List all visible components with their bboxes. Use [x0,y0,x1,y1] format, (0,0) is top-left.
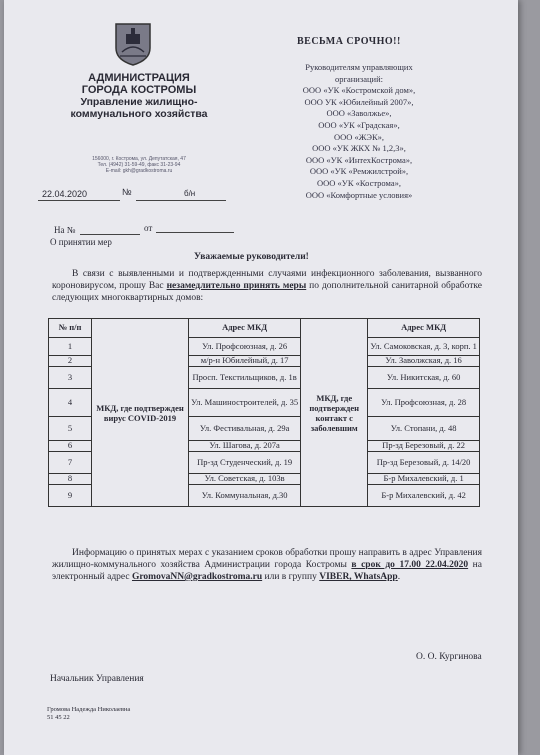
address-covid: Просп. Текстильщиков, д. 1в [189,367,301,389]
ref-date-label: от [144,223,153,233]
address-contact: Пр-зд Березовый, д. 14/20 [368,452,480,474]
messenger-groups: VIBER, WhatsApp [319,572,398,582]
closing-paragraph [52,547,482,583]
group-label-covid: МКД, где подтвержден вирус COVID-2019 [92,319,189,507]
closing-text-1: Информацию о принятых мерах с указанием сроков обработки прошу направить в адрес Управления жилищно-коммунального хозяйства Администрации города Костромы [52,548,482,570]
org-department: Управление жилищно-коммунального хозяйства [70,96,208,120]
ref-date-underline [156,232,234,233]
addressee-line: ООО «УК «ИнтехКострома», [305,154,413,165]
addressee-line: ООО «УК «Костромской дом», [302,85,416,96]
address-contact: Б-р Михалевский, д. 1 [368,474,480,485]
row-number: 8 [49,474,92,485]
address-contact: Ул. Никитская, д. 60 [368,367,480,389]
addressee-line: ООО УК «Юбилейный 2007», [304,96,414,107]
closing-text-3: или в группу [262,572,320,582]
address-contact: Ул. Заволжская, д. 16 [368,356,480,367]
greeting: Уважаемые руководители! [194,252,309,262]
address-covid: м/р-н Юбилейный, д. 17 [189,356,301,367]
address-contact: Ул. Профсоюзная, д. 28 [368,389,480,417]
number-underline [136,200,226,201]
addressee-line: ООО «Комфортные условия» [305,189,413,200]
letter-date: 22.04.2020 [42,189,88,199]
addressee-line: организаций: [335,73,383,84]
body-text-start: В связи с выявленными и подтвержденными случаями инфекционного заболевания, вызванного короновирусом, прошу Вас [52,269,482,291]
executor-info [47,706,130,722]
address-covid: Ул. Фестивальная, д. 29а [189,417,301,441]
coat-of-arms-icon [114,22,152,66]
deadline: в срок до 17.00 22.04.2020 [351,560,469,570]
urgent-mark: ВЕСЬМА СРОЧНО!! [297,36,401,47]
executor-name: Громова Надежда Николаевна [47,706,131,713]
letter-page [4,0,518,755]
row-number: 4 [49,389,92,417]
number-label: № [122,187,132,197]
address-covid: Ул. Профсоюзная, д. 26 [189,338,301,356]
address-covid: Ул. Шагова, д. 207а [189,441,301,452]
signer-name: О. О. Кургинова [416,652,482,662]
closing-text-2: на электронный адрес [52,560,482,582]
mkd-table [48,318,480,507]
addressee-line: ООО «ЖЭК», [333,131,385,142]
addressee-line: ООО «Заволжье», [326,108,392,119]
row-number: 1 [49,338,92,356]
body-emphasis: незамедлительно принять меры [166,281,307,291]
address-covid: Пр-зд Студенческий, д. 19 [189,452,301,474]
body-text-end: по дополнительной санитарной обработке следующих многоквартирных домов: [52,281,482,303]
email-link[interactable]: GromovaNN@gradkostroma.ru [131,572,263,582]
signer-title: Начальник Управления [50,674,144,684]
addressee-line: ООО «УК «Ремжилстрой», [309,166,409,177]
address-contact: Пр-зд Березовый, д. 22 [368,441,480,452]
closing-text-4: . [397,572,401,582]
addressee-line: ООО «УК ЖКХ № 1,2,3», [312,143,406,154]
col-header-address-right: Адрес МКД [368,319,480,338]
row-number: 7 [49,452,92,474]
row-number: 6 [49,441,92,452]
address-covid: Ул. Машиностроителей, д. 35 [189,389,301,417]
ref-number-underline [80,234,140,235]
address-contact: Б-р Михалевский, д. 42 [368,485,480,507]
row-number: 5 [49,417,92,441]
row-number: 9 [49,485,92,507]
address-covid: Ул. Советская, д. 103в [189,474,301,485]
body-paragraph [52,268,482,304]
address-covid: Ул. Коммунальная, д.30 [189,485,301,507]
letter-subject: О принятии мер [50,237,112,247]
address-contact: Ул. Стопани, д. 48 [368,417,480,441]
number-value: б/н [184,189,196,198]
addressee-list [274,62,444,201]
addressee-line: Руководителям управляющих [305,62,413,72]
col-header-number: № п/п [49,319,92,338]
col-header-address-left: Адрес МКД [189,319,301,338]
org-title: АДМИНИСТРАЦИЯ ГОРОДА КОСТРОМЫ [81,72,197,96]
row-number: 2 [49,356,92,367]
addressee-line: ООО «УК «Кострома», [317,177,401,188]
date-underline [38,200,120,201]
org-address: 156000, г. Кострома, ул. Депутатская, 47 Тел. (4942) 31-59-49, факс 31-23-94 E-mail: gkh@gradkostroma.ru [92,156,186,174]
group-label-contact: МКД, где подтвержден контакт с заболевшим [301,319,368,507]
row-number: 3 [49,367,92,389]
address-contact: Ул. Самоковская, д. 3, корп. 1 [368,338,480,356]
executor-phone: 51 45 22 [47,714,70,721]
addressee-line: ООО «УК «Градская», [318,119,400,130]
ref-number-label: На № [54,225,76,235]
